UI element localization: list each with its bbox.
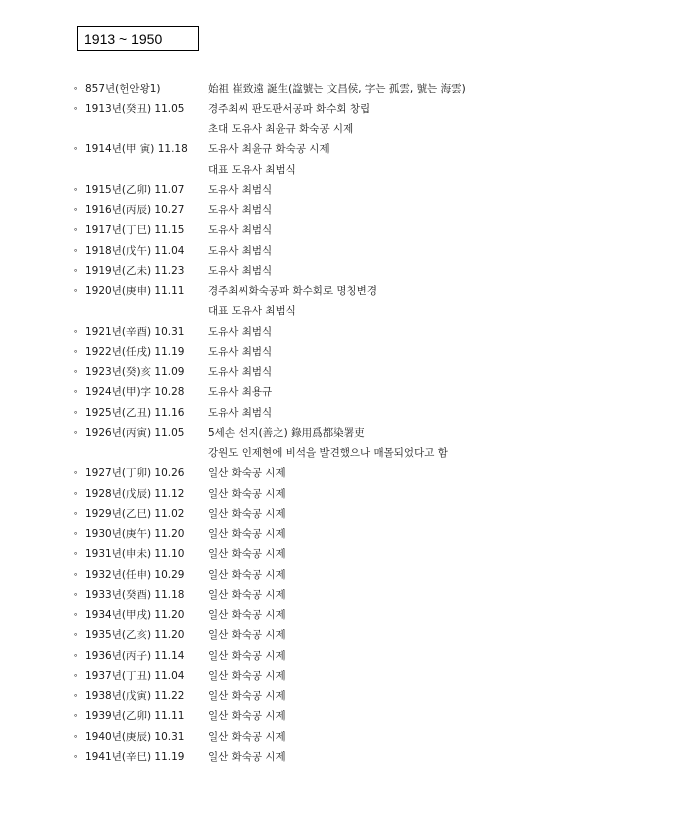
timeline-list: [73, 78, 673, 767]
bullet-icon: ∘: [73, 367, 79, 377]
timeline-row: [73, 98, 673, 118]
entry-event: 도유사 최범식: [208, 366, 273, 379]
entry-date: 1932년(任申) 10.29: [85, 568, 185, 581]
entry-event: 도유사 최윤규 화숙공 시제: [208, 143, 330, 156]
bullet-icon: ∘: [73, 731, 79, 741]
bullet-icon: ∘: [73, 265, 79, 275]
entry-event: 대표 도유사 최범식: [208, 305, 296, 318]
timeline-row: [73, 746, 673, 766]
timeline-row: [73, 382, 673, 402]
timeline-row: [73, 605, 673, 625]
entry-event: 일산 화숙공 시제: [208, 629, 286, 642]
entry-date: 1924년(甲)字 10.28: [85, 386, 185, 399]
entry-event: 일산 화숙공 시제: [208, 730, 286, 743]
timeline-row: [73, 584, 673, 604]
bullet-icon: ∘: [73, 488, 79, 498]
entry-date: 1937년(丁丑) 11.04: [85, 669, 185, 682]
entry-date: 1931년(申未) 11.10: [85, 548, 185, 561]
entry-event: 일산 화숙공 시제: [208, 487, 286, 500]
entry-event: 일산 화숙공 시제: [208, 568, 286, 581]
entry-date: 1935년(乙亥) 11.20: [85, 629, 185, 642]
entry-event: 일산 화숙공 시제: [208, 507, 286, 520]
timeline-row: [73, 422, 673, 442]
entry-date: 1914년(甲 寅) 11.18: [85, 143, 188, 156]
bullet-icon: ∘: [73, 346, 79, 356]
entry-event: 일산 화숙공 시제: [208, 528, 286, 541]
entry-event: 일산 화숙공 시제: [208, 750, 286, 763]
timeline-row: [73, 503, 673, 523]
bullet-icon: ∘: [73, 549, 79, 559]
timeline-row: [73, 483, 673, 503]
entry-event: 도유사 최범식: [208, 224, 273, 237]
entry-event: 도유사 최범식: [208, 204, 273, 217]
timeline-row: [73, 240, 673, 260]
entry-event: 도유사 최범식: [208, 264, 273, 277]
entry-date: 1915년(乙卯) 11.07: [85, 183, 185, 196]
timeline-row: [73, 119, 673, 139]
entry-event: 5세손 선지(善之) 錄用爲都染署吏: [208, 426, 365, 439]
bullet-icon: ∘: [73, 508, 79, 518]
entry-date: 1938년(戊寅) 11.22: [85, 690, 185, 703]
bullet-icon: ∘: [73, 711, 79, 721]
timeline-row: [73, 402, 673, 422]
timeline-row: [73, 463, 673, 483]
entry-event: 도유사 최범식: [208, 345, 273, 358]
entry-date: 1934년(甲戌) 11.20: [85, 609, 185, 622]
entry-date: 1918년(戊午) 11.04: [85, 244, 185, 257]
entry-date: 1941년(辛巳) 11.19: [85, 750, 185, 763]
entry-date: 1919년(乙未) 11.23: [85, 264, 185, 277]
bullet-icon: ∘: [73, 610, 79, 620]
entry-event: 경주최씨화숙공파 화수회로 명칭변경: [208, 285, 377, 298]
timeline-row: [73, 301, 673, 321]
entry-event: 도유사 최범식: [208, 244, 273, 257]
bullet-icon: ∘: [73, 529, 79, 539]
entry-date: 1920년(庚申) 11.11: [85, 285, 185, 298]
timeline-row: [73, 341, 673, 361]
timeline-row: [73, 78, 673, 98]
bullet-icon: ∘: [73, 205, 79, 215]
entry-date: 1923년(癸)亥 11.09: [85, 366, 185, 379]
bullet-icon: ∘: [73, 286, 79, 296]
entry-event: 일산 화숙공 시제: [208, 710, 286, 723]
page-title: 1913 ~ 1950: [77, 26, 199, 51]
bullet-icon: ∘: [73, 326, 79, 336]
bullet-icon: ∘: [73, 184, 79, 194]
entry-event: 일산 화숙공 시제: [208, 467, 286, 480]
entry-date: 1936년(丙子) 11.14: [85, 649, 185, 662]
timeline-row: [73, 625, 673, 645]
timeline-row: [73, 544, 673, 564]
timeline-row: [73, 139, 673, 159]
entry-date: 1917년(丁巳) 11.15: [85, 224, 185, 237]
entry-event: 강원도 인제현에 비석을 발견했으나 매몰되었다고 함: [208, 447, 448, 460]
timeline-row: [73, 665, 673, 685]
entry-event: 일산 화숙공 시제: [208, 690, 286, 703]
timeline-row: [73, 706, 673, 726]
entry-date: 1925년(乙丑) 11.16: [85, 406, 185, 419]
entry-date: 1921년(辛酉) 10.31: [85, 325, 185, 338]
bullet-icon: ∘: [73, 650, 79, 660]
entry-date: 1939년(乙卯) 11.11: [85, 710, 185, 723]
entry-date: 1930년(庚午) 11.20: [85, 528, 185, 541]
bullet-icon: ∘: [73, 387, 79, 397]
bullet-icon: ∘: [73, 427, 79, 437]
entry-event: 始祖 崔致遠 誕生(諡號는 文昌侯, 字는 孤雲, 號는 海雲): [208, 82, 466, 95]
bullet-icon: ∘: [73, 630, 79, 640]
timeline-row: [73, 200, 673, 220]
entry-date: 1916년(丙辰) 10.27: [85, 204, 185, 217]
entry-event: 일산 화숙공 시제: [208, 669, 286, 682]
timeline-row: [73, 260, 673, 280]
entry-date: 1926년(丙寅) 11.05: [85, 426, 185, 439]
entry-event: 일산 화숙공 시제: [208, 649, 286, 662]
bullet-icon: ∘: [73, 751, 79, 761]
bullet-icon: ∘: [73, 670, 79, 680]
entry-event: 도유사 최범식: [208, 183, 273, 196]
entry-event: 도유사 최범식: [208, 325, 273, 338]
timeline-row: [73, 726, 673, 746]
entry-date: 1928년(戊辰) 11.12: [85, 487, 185, 500]
timeline-row: [73, 524, 673, 544]
bullet-icon: ∘: [73, 245, 79, 255]
timeline-row: [73, 220, 673, 240]
entry-event: 초대 도유사 최윤규 화숙공 시제: [208, 123, 354, 136]
bullet-icon: ∘: [73, 589, 79, 599]
bullet-icon: ∘: [73, 103, 79, 113]
entry-date: 1913년(癸丑) 11.05: [85, 102, 185, 115]
entry-event: 경주최씨 판도판서공파 화수회 창립: [208, 102, 371, 115]
entry-event: 도유사 최범식: [208, 406, 273, 419]
entry-date: 1933년(癸酉) 11.18: [85, 588, 185, 601]
entry-event: 일산 화숙공 시제: [208, 548, 286, 561]
bullet-icon: ∘: [73, 407, 79, 417]
bullet-icon: ∘: [73, 83, 79, 93]
entry-date: 1929년(乙巳) 11.02: [85, 507, 185, 520]
timeline-row: [73, 159, 673, 179]
bullet-icon: ∘: [73, 225, 79, 235]
bullet-icon: ∘: [73, 569, 79, 579]
timeline-row: [73, 281, 673, 301]
entry-date: 857년(헌안왕1): [85, 82, 161, 95]
timeline-row: [73, 686, 673, 706]
bullet-icon: ∘: [73, 468, 79, 478]
timeline-row: [73, 443, 673, 463]
timeline-row: [73, 564, 673, 584]
bullet-icon: ∘: [73, 691, 79, 701]
entry-event: 일산 화숙공 시제: [208, 588, 286, 601]
entry-event: 일산 화숙공 시제: [208, 609, 286, 622]
entry-event: 도유사 최용규: [208, 386, 273, 399]
bullet-icon: ∘: [73, 144, 79, 154]
timeline-row: [73, 179, 673, 199]
timeline-row: [73, 362, 673, 382]
timeline-row: [73, 645, 673, 665]
entry-date: 1922년(任戌) 11.19: [85, 345, 185, 358]
timeline-row: [73, 321, 673, 341]
entry-date: 1927년(丁卯) 10.26: [85, 467, 185, 480]
entry-date: 1940년(庚辰) 10.31: [85, 730, 185, 743]
entry-event: 대표 도유사 최범식: [208, 163, 296, 176]
